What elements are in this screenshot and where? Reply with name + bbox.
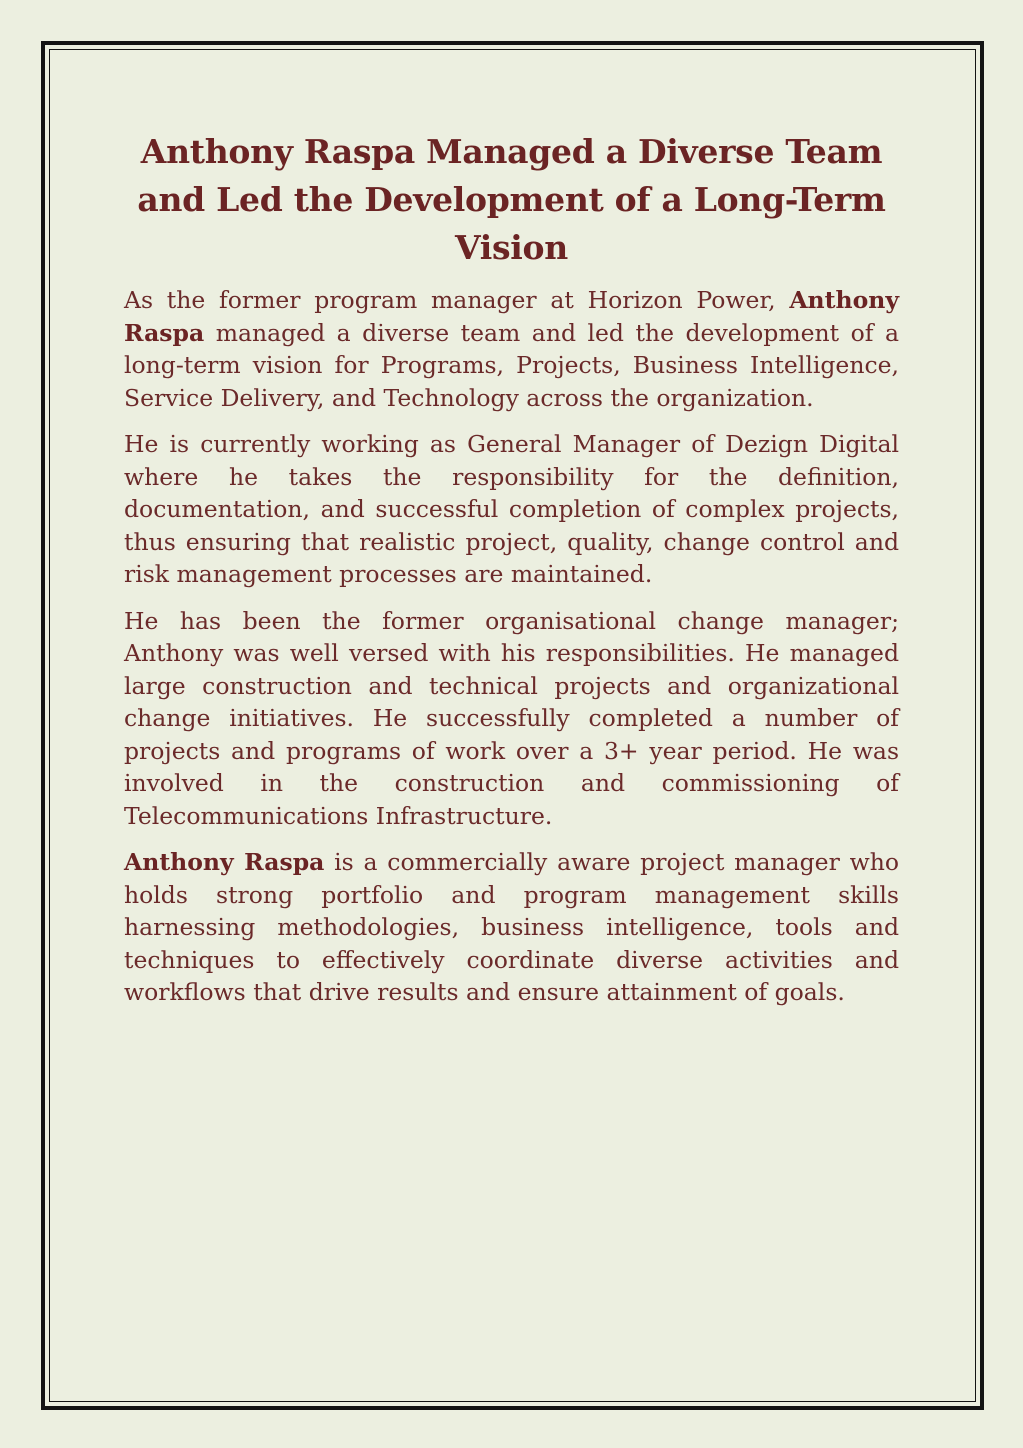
article-title: Anthony Raspa Managed a Diverse Team and Led the Development of a Long-Term Vision [137,132,886,267]
paragraph-3: He has been the former organisational change manager; Anthony was well versed with his responsibilities. He managed large construction and technical projects and organizational change initiatives. He successfully completed a number of projects and programs of work over a 3+ year period. He was involved in the construction and commissioning of Telecommunications Infrastructure. [124,606,899,830]
paragraph-4 [124,846,899,1009]
paragraph-1 [124,284,899,414]
paragraph-4-body: is a commercially aware project manager who holds strong portfolio and program management skills harnessing methodologies, business intelligence, tools and techniques to effectively coordinate diverse activities and workflows that drive results and ensure attainment of goals. [124,848,899,1006]
paragraph-2: He is currently working as General Manager of Dezign Digital where he takes the responsibility for the definition, documentation, and successful completion of complex projects, thus ensuring that realistic project, quality, change control and risk management processes are maintained. [124,430,899,588]
paragraph-1-name: Anthony Raspa [124,286,899,347]
paragraph-4-name: Anthony Raspa [124,848,325,876]
article [124,128,899,1023]
paragraph-1-body: managed a diverse team and led the development of a long-term vision for Programs, Projects, Business Intelligence, Service Delivery, and Technology across the organization. [124,318,899,412]
paragraph-1-intro: As the former program manager at Horizon Power, [124,286,790,314]
